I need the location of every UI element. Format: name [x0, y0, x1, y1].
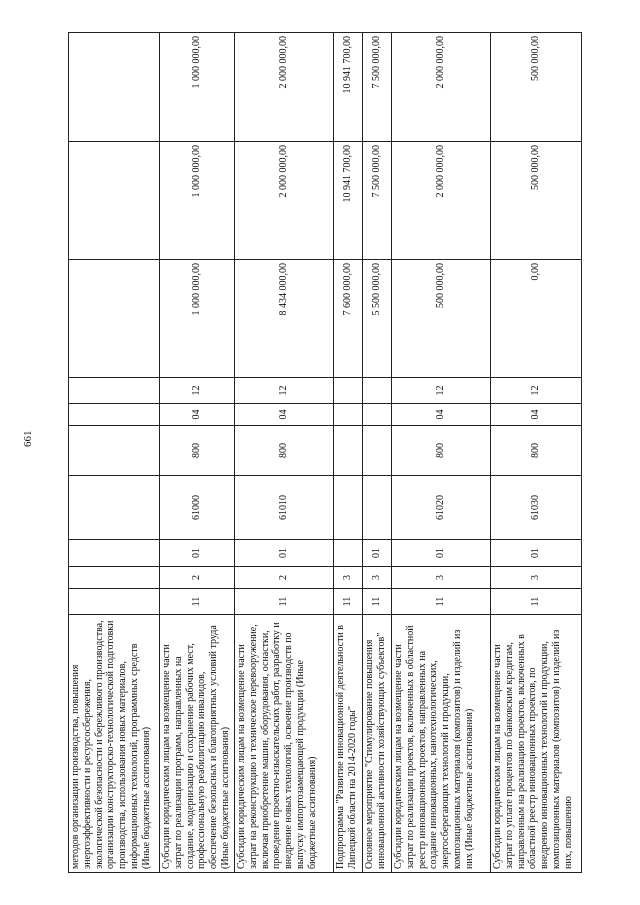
rotated-page-content [68, 33, 578, 873]
code-cell: 61000 [160, 476, 235, 540]
code-cell [363, 476, 392, 540]
table-row [69, 33, 160, 873]
code-cell: 2 [235, 567, 334, 589]
amount-cell: 7 500 000,00 [363, 33, 392, 142]
row-name: Субсидии юридическим лицам на возмещение части затрат на реконструкцию и техническое перевооружение, включая приобретение машин, оборудования, оснастки, проведение проектно-изыскательских работ, разработку и внедрение новых технологий, освоение производств по выпуску импортозамещающей продукции (Иные бюджетные ассигнования) [235, 615, 334, 873]
code-cell [334, 540, 363, 567]
code-cell: 01 [363, 540, 392, 567]
code-cell: 61030 [491, 476, 582, 540]
amount-cell: 500 000,00 [392, 260, 491, 378]
page-number: 661 [22, 430, 34, 447]
row-name: Субсидии юридическим лицам на возмещение части затрат по реализации проектов, включенных в областной реестр инновационных проектов, направленных на создание инновационных, нанотехнологических, энергосберегающих технологий и продукции, композиционных материалов (композитов) и изделий из них (Иные бюджетные ассигнования) [392, 615, 491, 873]
table-row [334, 33, 363, 873]
code-cell: 12 [392, 378, 491, 404]
code-cell: 04 [392, 404, 491, 426]
amount-cell: 500 000,00 [491, 33, 582, 142]
code-cell: 3 [392, 567, 491, 589]
amount-cell [69, 260, 160, 378]
amount-cell [69, 33, 160, 142]
code-cell: 800 [392, 426, 491, 476]
code-cell [69, 476, 160, 540]
row-name: методов организации производства, повышения энергоэффективности и ресурсосбережения, экологической безопасности и бережливого производства, организации конструкторско-технологической подготовки производства, использования новых материалов, информационных технологий, программных средств (Иные бюджетные ассигнования) [69, 615, 160, 873]
code-cell [69, 404, 160, 426]
code-cell: 04 [491, 404, 582, 426]
amount-cell: 5 500 000,00 [363, 260, 392, 378]
code-cell [363, 404, 392, 426]
row-name: Субсидии юридическим лицам на возмещение части затрат по уплате процентов по банковским кредитам, направленным на реализацию проектов, включенных в областной реестр инновационных проектов, по внедрению инновационных технологий и продукции, композиционных материалов (композитов) и изделий из них, повышению [491, 615, 582, 873]
amount-cell: 1 000 000,00 [160, 33, 235, 142]
amount-cell: 1 000 000,00 [160, 142, 235, 260]
amount-cell: 7 500 000,00 [363, 142, 392, 260]
row-name: Подпрограмма "Развитие инновационной деятельности в Липецкой области на 2014-2020 годы" [334, 615, 363, 873]
code-cell [69, 426, 160, 476]
code-cell: 04 [160, 404, 235, 426]
amount-cell: 8 434 000,00 [235, 260, 334, 378]
amount-cell: 7 600 000,00 [334, 260, 363, 378]
table-row [392, 33, 491, 873]
code-cell: 2 [160, 567, 235, 589]
amount-cell: 2 000 000,00 [235, 33, 334, 142]
code-cell: 04 [235, 404, 334, 426]
code-cell: 12 [491, 378, 582, 404]
code-cell: 12 [160, 378, 235, 404]
table-row [160, 33, 235, 873]
amount-cell: 500 000,00 [491, 142, 582, 260]
code-cell: 11 [392, 589, 491, 615]
code-cell: 12 [235, 378, 334, 404]
code-cell [334, 378, 363, 404]
amount-cell: 10 941 700,00 [334, 33, 363, 142]
budget-table [68, 32, 582, 873]
code-cell: 11 [491, 589, 582, 615]
code-cell: 01 [392, 540, 491, 567]
code-cell: 800 [491, 426, 582, 476]
code-cell: 3 [491, 567, 582, 589]
code-cell: 800 [235, 426, 334, 476]
code-cell: 3 [363, 567, 392, 589]
table-row [491, 33, 582, 873]
table-row [363, 33, 392, 873]
amount-cell: 1 000 000,00 [160, 260, 235, 378]
code-cell [363, 378, 392, 404]
row-name: Субсидии юридическим лицам на возмещение части затрат по реализации программ, направленных на создание, модернизацию и сохранение рабочих мест, профессиональную реабилитацию инвалидов, обеспечение безопасных и благоприятных условий труда (Иные бюджетные ассигнования) [160, 615, 235, 873]
code-cell: 11 [363, 589, 392, 615]
code-cell: 11 [334, 589, 363, 615]
code-cell [363, 426, 392, 476]
code-cell [334, 404, 363, 426]
code-cell [69, 589, 160, 615]
code-cell: 01 [160, 540, 235, 567]
code-cell: 61010 [235, 476, 334, 540]
code-cell: 11 [160, 589, 235, 615]
code-cell [334, 476, 363, 540]
code-cell [69, 567, 160, 589]
code-cell: 3 [334, 567, 363, 589]
code-cell: 61020 [392, 476, 491, 540]
table-row [235, 33, 334, 873]
code-cell [69, 540, 160, 567]
amount-cell [69, 142, 160, 260]
amount-cell: 10 941 700,00 [334, 142, 363, 260]
code-cell: 800 [160, 426, 235, 476]
amount-cell: 2 000 000,00 [235, 142, 334, 260]
amount-cell: 2 000 000,00 [392, 142, 491, 260]
amount-cell: 2 000 000,00 [392, 33, 491, 142]
code-cell [334, 426, 363, 476]
code-cell: 01 [235, 540, 334, 567]
code-cell: 11 [235, 589, 334, 615]
code-cell [69, 378, 160, 404]
code-cell: 01 [491, 540, 582, 567]
amount-cell: 0,00 [491, 260, 582, 378]
row-name: Основное мероприятие "Стимулирование повышения инновационной активности хозяйствующих субъектов" [363, 615, 392, 873]
